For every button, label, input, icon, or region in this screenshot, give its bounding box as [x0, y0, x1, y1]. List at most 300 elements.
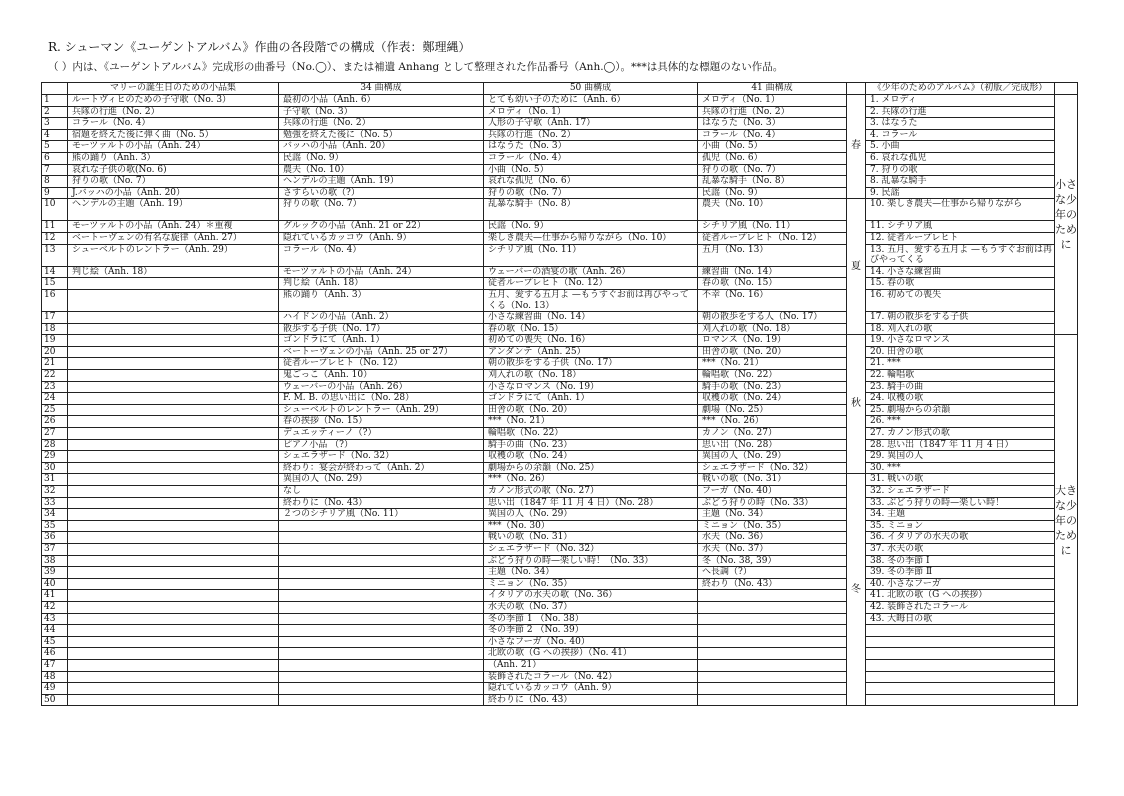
cell-marie	[68, 474, 279, 486]
table-row	[42, 118, 1078, 130]
cell-final	[866, 683, 1055, 695]
row-number: 12	[42, 232, 68, 244]
cell-final: 37. 水夫の歌	[866, 543, 1055, 555]
row-number: 38	[42, 555, 68, 567]
row-number: 33	[42, 497, 68, 509]
cell-41: 狩りの歌（No. 7）	[698, 164, 847, 176]
cell-34: 子守歌（No. 3）	[279, 106, 484, 118]
cell-marie: J.バッハの小品（Anh. 20）	[68, 187, 279, 199]
col-header-50: 50 曲構成	[484, 83, 698, 95]
table-row	[42, 335, 1078, 347]
cell-final: 14. 小さな練習曲	[866, 266, 1055, 278]
cell-final: 40. 小さなフーガ	[866, 578, 1055, 590]
cell-marie	[68, 393, 279, 405]
row-number: 8	[42, 176, 68, 188]
cell-34: 民謡（No. 9）	[279, 152, 484, 164]
cell-41	[698, 694, 847, 706]
table-row	[42, 141, 1078, 153]
cell-marie	[68, 601, 279, 613]
row-number: 20	[42, 346, 68, 358]
cell-marie	[68, 451, 279, 463]
table-row	[42, 613, 1078, 625]
cell-34: F. M. B. の思い出に（No. 28）	[279, 393, 484, 405]
cell-34: シェエラザード（No. 32）	[279, 451, 484, 463]
cell-marie: ルートヴィヒのための子守歌（No. 3）	[68, 95, 279, 107]
cell-50: 主題（No. 34）	[484, 567, 698, 579]
row-number: 3	[42, 118, 68, 130]
cell-marie	[68, 636, 279, 648]
table-row	[42, 555, 1078, 567]
cell-final: 36. イタリアの水夫の歌	[866, 532, 1055, 544]
cell-50: メロディ（No. 1）	[484, 106, 698, 118]
cell-marie	[68, 416, 279, 428]
table-row	[42, 152, 1078, 164]
cell-final: 39. 冬の季節 Ⅱ	[866, 567, 1055, 579]
table-row	[42, 439, 1078, 451]
cell-34	[279, 659, 484, 671]
row-number: 35	[42, 520, 68, 532]
cell-41: コラール（No. 4）	[698, 129, 847, 141]
cell-41: 異国の人（No. 29）	[698, 451, 847, 463]
cell-marie	[68, 567, 279, 579]
cell-final: 10. 楽しき農夫—仕事から帰りながら	[866, 199, 1055, 221]
cell-41: ***（No. 26）	[698, 416, 847, 428]
season-label: 夏	[847, 199, 866, 335]
cell-50: 五月、愛する五月よ —もうすぐお前は再びやってくる（No. 13）	[484, 289, 698, 311]
cell-41: 戦いの歌（No. 31）	[698, 474, 847, 486]
cell-final: 9. 民謡	[866, 187, 1055, 199]
group-label: 大きな少年のために	[1055, 335, 1078, 706]
cell-marie: モーツァルトの小品（Anh. 24）	[68, 141, 279, 153]
cell-50: ぶどう狩りの時—楽しい時！（No. 33）	[484, 555, 698, 567]
cell-50: 劇場からの余韻（No. 25）	[484, 462, 698, 474]
cell-50: ミニョン（No. 35）	[484, 578, 698, 590]
cell-41: 乱暴な騎手（No. 8）	[698, 176, 847, 188]
cell-final: 11. シチリア風	[866, 221, 1055, 233]
cell-marie	[68, 486, 279, 498]
cell-50: 水夫の歌（No. 37）	[484, 601, 698, 613]
table-row	[42, 578, 1078, 590]
cell-final: 31. 戦いの歌	[866, 474, 1055, 486]
row-number: 27	[42, 428, 68, 440]
cell-34	[279, 520, 484, 532]
cell-50: 小さな練習曲（No. 14）	[484, 312, 698, 324]
cell-marie: 宿題を終えた後に弾く曲（No. 5）	[68, 129, 279, 141]
col-header-number	[42, 83, 68, 95]
table-row	[42, 370, 1078, 382]
cell-41	[698, 601, 847, 613]
cell-50: 狩りの歌（No. 7）	[484, 187, 698, 199]
table-body	[42, 95, 1078, 706]
cell-41	[698, 625, 847, 637]
row-number: 16	[42, 289, 68, 311]
cell-marie	[68, 312, 279, 324]
cell-34: 鬼ごっこ（Anh. 10）	[279, 370, 484, 382]
cell-final: 33. ぶどう狩りの時—楽しい時！	[866, 497, 1055, 509]
cell-marie: ベートーヴェンの有名な旋律（Anh. 27）	[68, 232, 279, 244]
cell-41: 五月（No. 13）	[698, 244, 847, 266]
cell-50: シェエラザード（No. 32）	[484, 543, 698, 555]
cell-50: 従者ループレヒト（No. 12）	[484, 278, 698, 290]
table-row	[42, 497, 1078, 509]
cell-50: ***（No. 21）	[484, 416, 698, 428]
row-number: 50	[42, 694, 68, 706]
cell-50: 北欧の歌（G への挨拶）（No. 41）	[484, 648, 698, 660]
col-header-season	[847, 83, 866, 95]
cell-final: 25. 劇場からの余韻	[866, 404, 1055, 416]
table-row	[42, 404, 1078, 416]
table-row	[42, 451, 1078, 463]
cell-34: 勉強を終えた後に（No. 5）	[279, 129, 484, 141]
row-number: 18	[42, 323, 68, 335]
cell-marie: 熊の踊り（Anh. 3）	[68, 152, 279, 164]
cell-34: デュエッティーノ（?）	[279, 428, 484, 440]
cell-final: 18. 刈入れの歌	[866, 323, 1055, 335]
row-number: 5	[42, 141, 68, 153]
table-row	[42, 590, 1078, 602]
row-number: 4	[42, 129, 68, 141]
cell-final: 32. シェエラザード	[866, 486, 1055, 498]
cell-final: 34. 主題	[866, 509, 1055, 521]
cell-50: （Anh. 21）	[484, 659, 698, 671]
row-number: 6	[42, 152, 68, 164]
cell-34	[279, 636, 484, 648]
cell-41: 刈入れの歌（No. 18）	[698, 323, 847, 335]
cell-34: モーツァルトの小品（Anh. 24）	[279, 266, 484, 278]
cell-50: 思い出（1847 年 11 月 4 日）（No. 28）	[484, 497, 698, 509]
cell-final: 7. 狩りの歌	[866, 164, 1055, 176]
table-row	[42, 474, 1078, 486]
cell-final: 42. 装飾されたコラール	[866, 601, 1055, 613]
cell-final: 3. はなうた	[866, 118, 1055, 130]
table-row	[42, 567, 1078, 579]
cell-41: 終わり（No. 43）	[698, 578, 847, 590]
cell-marie	[68, 509, 279, 521]
cell-final: 16. 初めての喪失	[866, 289, 1055, 311]
cell-marie	[68, 462, 279, 474]
header-row	[42, 83, 1078, 95]
cell-final: 26. ***	[866, 416, 1055, 428]
row-number: 32	[42, 486, 68, 498]
cell-41: 水夫（No. 37）	[698, 543, 847, 555]
cell-50: ***（No. 26）	[484, 474, 698, 486]
cell-50: 冬の季節 2 （No. 39）	[484, 625, 698, 637]
table-row	[42, 221, 1078, 233]
cell-41: 民謡（No. 9）	[698, 187, 847, 199]
cell-final: 19. 小さなロマンス	[866, 335, 1055, 347]
cell-41: 朝の散歩をする人（No. 17）	[698, 312, 847, 324]
cell-34	[279, 683, 484, 695]
row-number: 26	[42, 416, 68, 428]
cell-34: コラール（No. 4）	[279, 244, 484, 266]
row-number: 11	[42, 221, 68, 233]
cell-marie	[68, 694, 279, 706]
row-number: 28	[42, 439, 68, 451]
cell-41: ミニョン（No. 35）	[698, 520, 847, 532]
table-row	[42, 244, 1078, 266]
table-row	[42, 659, 1078, 671]
cell-34: なし	[279, 486, 484, 498]
cell-41: 収穫の歌（No. 24）	[698, 393, 847, 405]
row-number: 9	[42, 187, 68, 199]
cell-41: ***（No. 21）	[698, 358, 847, 370]
cell-50: 隠れているカッコウ（Anh. 9）	[484, 683, 698, 695]
table-row	[42, 106, 1078, 118]
cell-34: ２つのシチリア風（No. 11）	[279, 509, 484, 521]
composition-table	[41, 82, 1078, 706]
cell-50: 小曲（No. 5）	[484, 164, 698, 176]
cell-41: シチリア風（No. 11）	[698, 221, 847, 233]
cell-50: 朝の散歩をする子供（No. 17）	[484, 358, 698, 370]
cell-34: 終わりに（No. 43）	[279, 497, 484, 509]
row-number: 48	[42, 671, 68, 683]
row-number: 22	[42, 370, 68, 382]
season-label: 春	[847, 95, 866, 199]
cell-50: イタリアの水夫の歌（No. 36）	[484, 590, 698, 602]
cell-34	[279, 601, 484, 613]
cell-50: 春の歌（No. 15）	[484, 323, 698, 335]
cell-marie: 哀れな子供の歌(No. 6)	[68, 164, 279, 176]
table-row	[42, 199, 1078, 221]
table-row	[42, 416, 1078, 428]
group-label: 小さな少年のために	[1055, 95, 1078, 335]
cell-marie	[68, 381, 279, 393]
cell-50: 終わりに（No. 43）	[484, 694, 698, 706]
cell-marie: モーツァルトの小品（Anh. 24）＊重複	[68, 221, 279, 233]
cell-final: 28. 思い出（1847 年 11 月 4 日）	[866, 439, 1055, 451]
cell-41	[698, 648, 847, 660]
cell-marie	[68, 613, 279, 625]
cell-50: 装飾されたコラール（No. 42）	[484, 671, 698, 683]
cell-final: 24. 収穫の歌	[866, 393, 1055, 405]
row-number: 30	[42, 462, 68, 474]
row-number: 45	[42, 636, 68, 648]
row-number: 47	[42, 659, 68, 671]
cell-34	[279, 532, 484, 544]
cell-marie	[68, 278, 279, 290]
cell-41: ぶどう狩りの時（No. 33）	[698, 497, 847, 509]
cell-marie	[68, 428, 279, 440]
document-note: （ ）内は、《ユーゲントアルバム》完成形の曲番号（No.◯）、または補遺 Anhang として整理された作品番号（Anh.◯）。***は具体的な標題のない作品。	[48, 61, 784, 73]
cell-34: シューベルトのレントラー（Anh. 29）	[279, 404, 484, 416]
season-label: 冬	[847, 474, 866, 706]
cell-50: ウェーバーの酒宴の歌（Anh. 26）	[484, 266, 698, 278]
cell-41: 春の歌（No. 15）	[698, 278, 847, 290]
table-row	[42, 683, 1078, 695]
cell-final	[866, 671, 1055, 683]
cell-34: 農夫（No. 10）	[279, 164, 484, 176]
cell-34: 春の挨拶（No. 15）	[279, 416, 484, 428]
table-row	[42, 486, 1078, 498]
cell-final: 21. ***	[866, 358, 1055, 370]
cell-41: 輪唱歌（No. 22）	[698, 370, 847, 382]
table-row	[42, 312, 1078, 324]
cell-34	[279, 694, 484, 706]
table-row	[42, 636, 1078, 648]
cell-marie: ヘンデルの主題（Anh. 19）	[68, 199, 279, 221]
table-row	[42, 543, 1078, 555]
cell-final: 13. 五月、愛する五月よ —もうすぐお前は再びやってくる	[866, 244, 1055, 266]
table-row	[42, 176, 1078, 188]
table-row	[42, 289, 1078, 311]
row-number: 25	[42, 404, 68, 416]
cell-final: 20. 田舎の歌	[866, 346, 1055, 358]
cell-34: 熊の踊り（Anh. 3）	[279, 289, 484, 311]
cell-marie	[68, 659, 279, 671]
cell-final: 23. 騎手の曲	[866, 381, 1055, 393]
table-row	[42, 278, 1078, 290]
cell-final: 17. 朝の散歩をする子供	[866, 312, 1055, 324]
cell-final: 38. 冬の季節 Ⅰ	[866, 555, 1055, 567]
cell-41	[698, 636, 847, 648]
cell-50: 兵隊の行進（No. 2）	[484, 129, 698, 141]
table-row	[42, 648, 1078, 660]
cell-final	[866, 659, 1055, 671]
cell-50: アンダンテ（Anh. 25）	[484, 346, 698, 358]
row-number: 42	[42, 601, 68, 613]
cell-34: 異国の人（No. 29）	[279, 474, 484, 486]
cell-marie	[68, 497, 279, 509]
row-number: 39	[42, 567, 68, 579]
table-row	[42, 694, 1078, 706]
cell-34	[279, 543, 484, 555]
table-row	[42, 95, 1078, 107]
cell-50: 騎手の曲（No. 23）	[484, 439, 698, 451]
cell-marie	[68, 683, 279, 695]
cell-41: 小曲（No. 5）	[698, 141, 847, 153]
cell-41: シェエラザード（No. 32）	[698, 462, 847, 474]
season-label: 秋	[847, 335, 866, 474]
cell-final	[866, 625, 1055, 637]
table-row	[42, 393, 1078, 405]
cell-marie: 狩りの歌（No. 7）	[68, 176, 279, 188]
cell-final: 5. 小曲	[866, 141, 1055, 153]
cell-marie	[68, 439, 279, 451]
cell-final	[866, 636, 1055, 648]
row-number: 2	[42, 106, 68, 118]
cell-41: ロマンス（No. 19）	[698, 335, 847, 347]
cell-34: 兵隊の行進（No. 2）	[279, 118, 484, 130]
cell-34	[279, 590, 484, 602]
table-row	[42, 381, 1078, 393]
cell-final	[866, 648, 1055, 660]
cell-50: 冬の季節 1 （No. 38）	[484, 613, 698, 625]
cell-marie	[68, 648, 279, 660]
cell-final: 43. 大晦日の歌	[866, 613, 1055, 625]
table-row	[42, 625, 1078, 637]
row-number: 37	[42, 543, 68, 555]
cell-50: 戦いの歌（No. 31）	[484, 532, 698, 544]
cell-50: とても幼い子のために（Anh. 6）	[484, 95, 698, 107]
cell-50: 初めての喪失（No. 16）	[484, 335, 698, 347]
cell-marie: コラール（No. 4）	[68, 118, 279, 130]
cell-marie: 判じ絵（Anh. 18）	[68, 266, 279, 278]
cell-final: 27. カノン形式の歌	[866, 428, 1055, 440]
cell-34: ハイドンの小品（Anh. 2）	[279, 312, 484, 324]
row-number: 36	[42, 532, 68, 544]
cell-34: 従者ループレヒト（No. 12）	[279, 358, 484, 370]
cell-41: 農夫（No. 10）	[698, 199, 847, 221]
cell-34: 狩りの歌（No. 7）	[279, 199, 484, 221]
cell-marie	[68, 625, 279, 637]
col-header-34: 34 曲構成	[279, 83, 484, 95]
table-row	[42, 520, 1078, 532]
cell-41: 騎手の歌（No. 23）	[698, 381, 847, 393]
cell-41: 田舎の歌（No. 20）	[698, 346, 847, 358]
row-number: 7	[42, 164, 68, 176]
document-title: R. シューマン《ユーゲントアルバム》作曲の各段階での構成（作表：鄭理縄）	[48, 40, 471, 54]
row-number: 49	[42, 683, 68, 695]
cell-final: 41. 北欧の歌（G への挨拶）	[866, 590, 1055, 602]
cell-41: へ長調（?）	[698, 567, 847, 579]
row-number: 15	[42, 278, 68, 290]
cell-final: 30. ***	[866, 462, 1055, 474]
cell-34: グルックの小品（Anh. 21 or 22）	[279, 221, 484, 233]
cell-34: 散歩する子供（No. 17）	[279, 323, 484, 335]
cell-marie	[68, 520, 279, 532]
col-header-group	[1055, 83, 1078, 95]
cell-50: 民謡（No. 9）	[484, 221, 698, 233]
cell-50: 乱暴な騎手（No. 8）	[484, 199, 698, 221]
cell-41: はなうた（No. 3）	[698, 118, 847, 130]
cell-50: 異国の人（No. 29）	[484, 509, 698, 521]
table-row	[42, 164, 1078, 176]
cell-41: 従者ループレヒト（No. 12）	[698, 232, 847, 244]
cell-marie	[68, 590, 279, 602]
col-header-final: 《少年のためのアルバム》（初版／完成形）	[866, 83, 1055, 95]
cell-final: 6. 哀れな孤児	[866, 152, 1055, 164]
cell-41	[698, 671, 847, 683]
row-number: 31	[42, 474, 68, 486]
table-row	[42, 323, 1078, 335]
cell-34: 終わり：宴会が終わって（Anh. 2）	[279, 462, 484, 474]
cell-34: ヘンデルの主題（Anh. 19）	[279, 176, 484, 188]
row-number: 41	[42, 590, 68, 602]
table-row	[42, 346, 1078, 358]
cell-34	[279, 567, 484, 579]
table-row	[42, 671, 1078, 683]
cell-50: カノン形式の歌（No. 27）	[484, 486, 698, 498]
row-number: 21	[42, 358, 68, 370]
table-row	[42, 129, 1078, 141]
cell-50: 収穫の歌（No. 24）	[484, 451, 698, 463]
cell-marie	[68, 555, 279, 567]
cell-final: 29. 異国の人	[866, 451, 1055, 463]
cell-50: 哀れな孤児（No. 6）	[484, 176, 698, 188]
row-number: 24	[42, 393, 68, 405]
cell-41: 冬（No. 38, 39）	[698, 555, 847, 567]
cell-41: 不幸（No. 16）	[698, 289, 847, 311]
cell-41: 孤児（No. 6）	[698, 152, 847, 164]
cell-marie	[68, 543, 279, 555]
table-row	[42, 462, 1078, 474]
cell-final: 35. ミニョン	[866, 520, 1055, 532]
cell-marie	[68, 323, 279, 335]
row-number: 1	[42, 95, 68, 107]
cell-50: 刈入れの歌（No. 18）	[484, 370, 698, 382]
cell-41: 劇場（No. 25）	[698, 404, 847, 416]
cell-34	[279, 555, 484, 567]
table-row	[42, 532, 1078, 544]
cell-marie: 兵隊の行進（No. 2）	[68, 106, 279, 118]
cell-50: コラール（No. 4）	[484, 152, 698, 164]
col-header-marie: マリーの誕生日のための小品集	[68, 83, 279, 95]
table-row	[42, 358, 1078, 370]
cell-34: 最初の小品（Anh. 6）	[279, 95, 484, 107]
table-row	[42, 266, 1078, 278]
cell-41: 兵隊の行進（No. 2）	[698, 106, 847, 118]
cell-50: ***（No. 30）	[484, 520, 698, 532]
